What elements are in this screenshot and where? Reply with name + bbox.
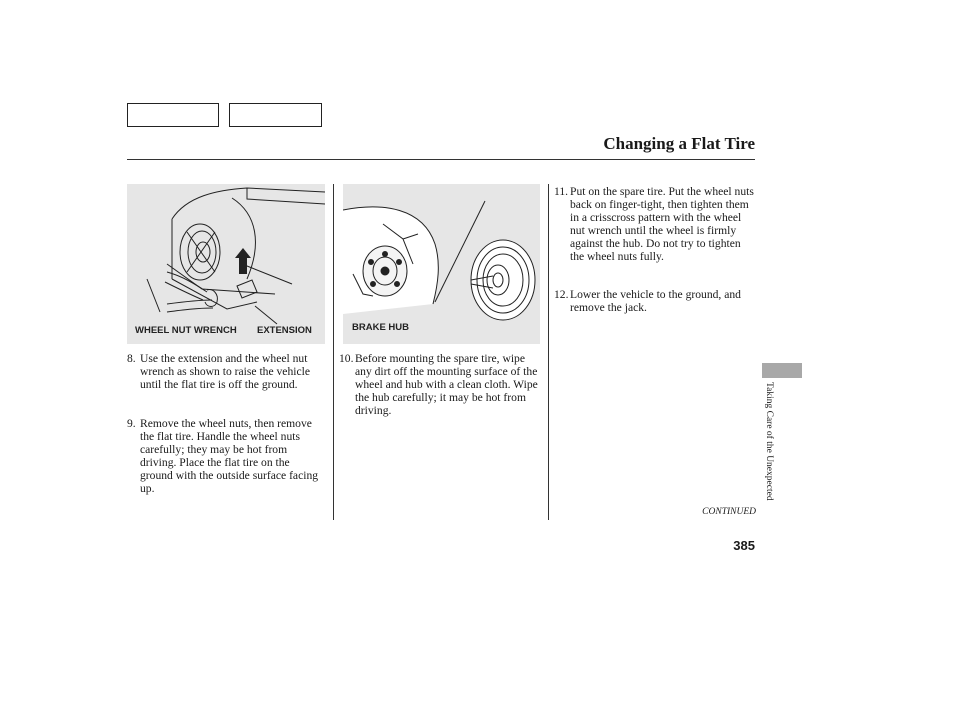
continued-note: CONTINUED: [702, 507, 756, 517]
nav-button-next[interactable]: [229, 103, 322, 127]
page-title: Changing a Flat Tire: [603, 134, 755, 153]
step-text: Remove the wheel nuts, then remove the flat tire. Handle the wheel nuts carefully; they may be hot from driving. Place the flat tire on the ground with the outside surface facing up.: [140, 417, 319, 495]
wheel-nut-wrench-label: WHEEL NUT WRENCH: [135, 325, 237, 336]
step-9: [127, 417, 325, 495]
column-divider-1: [333, 184, 334, 520]
step-12: [554, 288, 754, 314]
page-number: 385: [733, 538, 755, 553]
step-text: Use the extension and the wheel nut wrench as shown to raise the vehicle until the flat tire is off the ground.: [140, 352, 310, 391]
step-number: 8.: [127, 352, 136, 365]
step-number: 9.: [127, 417, 136, 430]
step-text: Before mounting the spare tire, wipe any dirt off the mounting surface of the wheel and hub with a clean cloth. Wipe the hub carefully; it may be hot from driving.: [355, 352, 538, 417]
brake-hub-illustration: [343, 184, 540, 344]
extension-label: EXTENSION: [257, 325, 312, 336]
step-text: Lower the vehicle to the ground, and remove the jack.: [570, 288, 741, 314]
jack-illustration: [127, 184, 325, 344]
section-tab[interactable]: [762, 363, 802, 378]
hub-drawing: [343, 184, 540, 344]
jack-drawing: [127, 184, 325, 344]
step-number: 12.: [554, 288, 569, 301]
step-number: 10.: [339, 352, 354, 365]
title-rule: [127, 159, 755, 160]
brake-hub-label: BRAKE HUB: [352, 322, 409, 333]
step-11: [554, 185, 754, 263]
step-10: [339, 352, 541, 417]
section-label: Taking Care of the Unexpected: [764, 382, 774, 501]
nav-button-previous[interactable]: [127, 103, 219, 127]
step-text: Put on the spare tire. Put the wheel nuts back on finger-tight, then tighten them in a crisscross pattern with the wheel nut wrench until the wheel is firmly against the hub. Do not try to tighten the wheel nuts fully.: [570, 185, 754, 263]
step-number: 11.: [554, 185, 569, 198]
column-divider-2: [548, 184, 549, 520]
step-8: [127, 352, 325, 391]
